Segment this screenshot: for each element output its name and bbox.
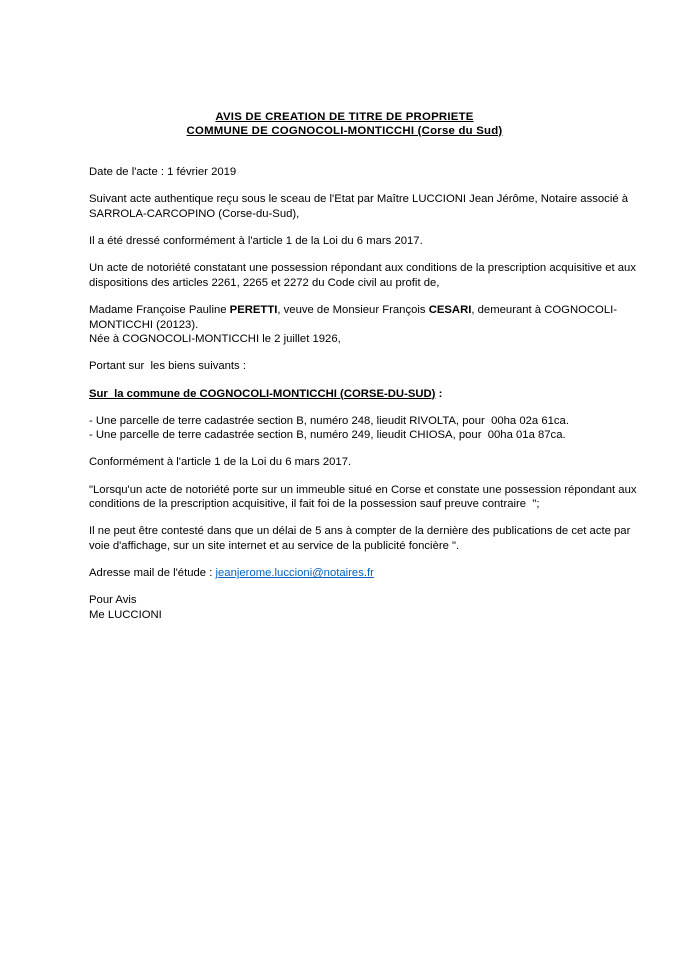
document-title-line-2-text: COMMUNE DE COGNOCOLI-MONTICCHI (Corse du Sud): [186, 124, 503, 137]
beneficiary-paragraph: [89, 303, 638, 332]
beneficiary-middle: , veuve de Monsieur François: [277, 303, 429, 316]
parcel-list: [89, 414, 638, 443]
beneficiary-suffix: , demeurant à COGNOCOLI-MONTICCHI (20123).: [89, 303, 618, 331]
notoriety-act-paragraph: Un acte de notoriété constatant une possession répondant aux conditions de la prescription acquisitive et aux dispositions des articles 2261, 2265 et 2272 du Code civil au profit de,: [89, 262, 640, 289]
signature-line-2: Me LUCCIONI: [89, 609, 162, 621]
commune-heading-colon: :: [435, 387, 443, 400]
study-mail-label: Adresse mail de l'étude :: [89, 567, 216, 580]
commune-heading: [89, 387, 638, 402]
document-title-line-1: [0, 111, 689, 125]
beneficiary-prefix: Madame Françoise Pauline: [89, 303, 230, 316]
birth-paragraph: Née à COGNOCOLI-MONTICCHI le 2 juillet 1926,: [89, 333, 341, 346]
signature-block: [89, 593, 638, 622]
study-email-link[interactable]: jeanjerome.luccioni@notaires.fr: [215, 567, 374, 580]
drawn-up-paragraph: Il a été dressé conformément à l'article 1 de la Loi du 6 mars 2017.: [89, 234, 423, 247]
document-title: [0, 111, 689, 138]
bearing-on-paragraph: Portant sur les biens suivants :: [89, 360, 246, 373]
authentic-act-paragraph: Suivant acte authentique reçu sous le sceau de l'Etat par Maître LUCCIONI Jean Jérôme, Notaire associé à SARROLA-CARCOPINO (Corse-du-Sud),: [89, 193, 632, 220]
study-mail-paragraph: [89, 566, 638, 581]
document-title-line-2: [0, 125, 689, 139]
commune-heading-underlined: Sur la commune de COGNOCOLI-MONTICCHI (CORSE-DU-SUD): [89, 387, 436, 400]
signature-line-1: Pour Avis: [89, 594, 137, 607]
document-body: [89, 165, 638, 623]
act-date-paragraph: Date de l'acte : 1 février 2019: [89, 166, 237, 178]
legal-quote-first: "Lorsqu'un acte de notoriété porte sur un immeuble situé en Corse et constate une possession répondant aux conditions de la prescription acquisitive, il fait foi de la possession sauf preuve contraire ";: [89, 483, 640, 511]
beneficiary-surname: PERETTI: [229, 303, 278, 316]
legal-quote-second: Il ne peut être contesté dans que un délai de 5 ans à compter de la dernière des publications de cet acte par voie d'affichage, sur un site internet et au service de la publicité foncière ".: [89, 525, 634, 553]
document-title-line-1-text: AVIS DE CREATION DE TITRE DE PROPRIETE: [215, 111, 474, 123]
list-item: - Une parcelle de terre cadastrée section B, numéro 248, lieudit RIVOLTA, pour 00ha 02a 61ca.: [89, 414, 569, 427]
list-item: - Une parcelle de terre cadastrée section B, numéro 249, lieudit CHIOSA, pour 00ha 01a 87ca.: [89, 429, 566, 442]
spouse-surname: CESARI: [428, 303, 472, 316]
conformity-paragraph: Conformément à l'article 1 de la Loi du 6 mars 2017.: [89, 456, 352, 469]
